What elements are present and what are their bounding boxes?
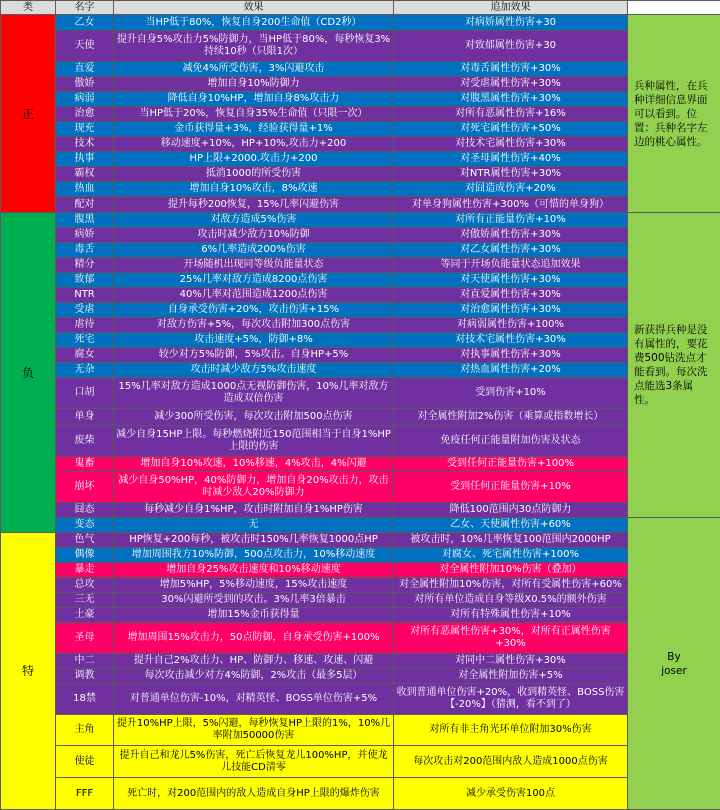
extra-effect-cell: 对执事属性伤害+30% — [394, 348, 628, 363]
attribute-name: 受虐 — [56, 303, 114, 318]
extra-effect-cell: 对所有恶属性伤害+30%，对所有正属性伤害+30% — [394, 623, 628, 654]
header-row — [1, 1, 720, 15]
effect-cell: 自身承受伤害+20%，攻击伤害+15% — [114, 303, 394, 318]
effect-cell: 30%闪避所受到的攻击。3%几率3倍暴击 — [114, 593, 394, 608]
extra-effect-cell: 对腐女、死宅属性伤害+100% — [394, 548, 628, 563]
table-row — [1, 684, 720, 715]
effect-cell: 死亡时，对200范围内的敌人造成自身HP上限的爆炸伤害 — [114, 778, 394, 810]
table-row — [1, 548, 720, 563]
effect-cell: 40%几率对范围造成1200点伤害 — [114, 288, 394, 303]
effect-cell: 金币获得量+3%，经验获得量+1% — [114, 122, 394, 137]
attribute-name: 技术 — [56, 137, 114, 152]
table-row — [1, 167, 720, 182]
attribute-name: 主角 — [56, 715, 114, 746]
extra-effect-cell: 对腹黑属性伤害+30% — [394, 92, 628, 107]
table-row — [1, 213, 720, 228]
table-row — [1, 31, 720, 62]
extra-effect-cell: 对单身狗属性伤害+300%（可惜的单身狗） — [394, 197, 628, 213]
attribute-name: 无杂 — [56, 363, 114, 378]
attribute-name: 虐待 — [56, 318, 114, 333]
extra-effect-cell: 等同于开场负能量状态追加效果 — [394, 258, 628, 273]
attribute-name: 精分 — [56, 258, 114, 273]
table-row — [1, 426, 720, 457]
attribute-name: 鬼畜 — [56, 457, 114, 472]
effect-cell: 每次攻击减少对方4%防御，2%攻击（最多5层） — [114, 669, 394, 684]
extra-effect-cell: 对技术宅属性伤害+30% — [394, 137, 628, 152]
extra-effect-cell: 减少承受伤害100点 — [394, 778, 628, 810]
attribute-name: 乙女 — [56, 15, 114, 31]
extra-effect-cell: 对致郁属性伤害+30 — [394, 31, 628, 62]
attribute-name: 土豪 — [56, 608, 114, 623]
attribute-name: 使徒 — [56, 746, 114, 778]
table-row — [1, 608, 720, 623]
table-row — [1, 533, 720, 548]
attribute-name: 天使 — [56, 31, 114, 62]
attribute-name: 色气 — [56, 533, 114, 548]
attribute-name: 变态 — [56, 518, 114, 533]
table-row — [1, 15, 720, 31]
extra-effect-cell: 被攻击时，10%几率恢复100范围内2000HP — [394, 533, 628, 548]
extra-effect-cell: 对NTR属性伤害+30% — [394, 167, 628, 182]
attribute-name: 傲娇 — [56, 77, 114, 92]
extra-effect-cell: 每次攻击对200范围内敌人造成1000点伤害 — [394, 746, 628, 778]
effect-cell: 对敌方造成5%伤害 — [114, 213, 394, 228]
extra-effect-cell: 对所有特殊属性伤害+10% — [394, 608, 628, 623]
header-category: 类 — [1, 1, 56, 15]
header-name: 名字 — [56, 1, 114, 15]
effect-cell: 增加5%HP，5%移动速度，15%攻击速度 — [114, 578, 394, 593]
effect-cell: 提升自己和龙儿5%伤害，死亡后恢复龙儿100%HP，并使龙儿技能CD清零 — [114, 746, 394, 778]
extra-effect-cell: 对死宅属性伤害+50% — [394, 122, 628, 137]
table-row — [1, 182, 720, 197]
table-row — [1, 623, 720, 654]
table-row — [1, 92, 720, 107]
attribute-name: 崩坏 — [56, 472, 114, 503]
effect-cell: HP上限+2000.攻击力+200 — [114, 152, 394, 167]
effect-cell: 开场随机出现同等级负能量状态 — [114, 258, 394, 273]
attribute-name: 调教 — [56, 669, 114, 684]
attribute-name: 口胡 — [56, 378, 114, 409]
table-row — [1, 152, 720, 167]
extra-effect-cell: 对圣母属性伤害+40% — [394, 152, 628, 167]
effect-cell: 减少自身50%HP，40%防御力，增加自身20%攻击力，攻击时减少敌人20%防御力 — [114, 472, 394, 503]
extra-effect-cell: 对毒舌属性伤害+30% — [394, 62, 628, 77]
table-row — [1, 778, 720, 810]
extra-effect-cell: 对治愈属性伤害+30% — [394, 303, 628, 318]
category-cell: 正 — [1, 15, 56, 213]
attribute-name: 致郁 — [56, 273, 114, 288]
category-cell: 负 — [1, 213, 56, 533]
attribute-name: 现充 — [56, 122, 114, 137]
effect-cell: 攻击时减少敌方5%攻击速度 — [114, 363, 394, 378]
extra-effect-cell: 对受虐属性伤害+30% — [394, 77, 628, 92]
effect-cell: 增加自身25%攻击速度和10%移动速度 — [114, 563, 394, 578]
table-row — [1, 348, 720, 363]
table-row — [1, 137, 720, 152]
table-row — [1, 77, 720, 92]
effect-cell: 15%几率对敌方造成1000点无视防御伤害，10%几率对敌方造成双倍伤害 — [114, 378, 394, 409]
extra-effect-cell: 对热血属性伤害+20% — [394, 363, 628, 378]
extra-effect-cell: 对病娇属性伤害+30 — [394, 15, 628, 31]
effect-cell: 抵消1000的所受伤害 — [114, 167, 394, 182]
attribute-name: 总攻 — [56, 578, 114, 593]
extra-effect-cell: 对所有正能量伤害+10% — [394, 213, 628, 228]
attribute-name: 治愈 — [56, 107, 114, 122]
attribute-name: 病弱 — [56, 92, 114, 107]
table-row — [1, 578, 720, 593]
extra-effect-cell: 对天使属性伤害+30% — [394, 273, 628, 288]
attribute-name: FFF — [56, 778, 114, 810]
attribute-name: 热血 — [56, 182, 114, 197]
table-row — [1, 288, 720, 303]
extra-effect-cell: 受到任何正能量伤害+10% — [394, 472, 628, 503]
extra-effect-cell: 对同中二属性伤害+30% — [394, 654, 628, 669]
effect-cell: 每秒减少自身1%HP，攻击时附加自身1%HP伤害 — [114, 503, 394, 518]
attribute-name: 腐女 — [56, 348, 114, 363]
extra-effect-cell: 对所有恶属性伤害+16% — [394, 107, 628, 122]
attribute-name: 废柴 — [56, 426, 114, 457]
side-note: 兵种属性，在兵种详细信息界面可以看到。位置：兵种名字左边的桃心属性。 — [628, 15, 720, 213]
effect-cell: 增加周围我方10%防御，500点攻击力，10%移动速度 — [114, 548, 394, 563]
effect-cell: 对敌方伤害+5%，每次攻击附加300点伤害 — [114, 318, 394, 333]
effect-cell: 25%几率对敌方造成8200点伤害 — [114, 273, 394, 288]
attribute-name: 直爱 — [56, 62, 114, 77]
table-row — [1, 409, 720, 426]
extra-effect-cell: 免疫任何正能量附加伤害及状态 — [394, 426, 628, 457]
table-row — [1, 197, 720, 213]
attribute-name: 圣母 — [56, 623, 114, 654]
table-row — [1, 303, 720, 318]
table-row — [1, 258, 720, 273]
extra-effect-cell: 对全属性附加10%伤害，对所有受属性伤害+60% — [394, 578, 628, 593]
effect-cell: 增加周围15%攻击力，50点防御，自身承受伤害+100% — [114, 623, 394, 654]
extra-effect-cell: 对直爱属性伤害+30% — [394, 288, 628, 303]
extra-effect-cell: 对技术宅属性伤害+30% — [394, 333, 628, 348]
header-effect: 效果 — [114, 1, 394, 15]
table-row — [1, 333, 720, 348]
extra-effect-cell: 对所有单位造成自身等级X0.5%的额外伤害 — [394, 593, 628, 608]
effect-cell: 攻击时减少敌方10%防御 — [114, 228, 394, 243]
attribute-name: 执事 — [56, 152, 114, 167]
header-notes — [628, 1, 720, 15]
extra-effect-cell: 对所有非主角光环单位附加30%伤害 — [394, 715, 628, 746]
attribute-name: 三无 — [56, 593, 114, 608]
table-row — [1, 654, 720, 669]
table-row — [1, 122, 720, 137]
table-row — [1, 669, 720, 684]
table-row — [1, 273, 720, 288]
effect-cell: 增加自身10%防御力 — [114, 77, 394, 92]
extra-effect-cell: 对全属性附加伤害+5% — [394, 669, 628, 684]
effect-cell: 减少自身15HP上限。每秒燃烧附近150范围相当于自身1%HP上限的伤害 — [114, 426, 394, 457]
effect-cell: HP恢复+200每秒，被攻击时150%几率恢复1000点HP — [114, 533, 394, 548]
category-cell: 特 — [1, 533, 56, 810]
extra-effect-cell: 对全属性附加10%伤害（叠加） — [394, 563, 628, 578]
attribute-name: 死宅 — [56, 333, 114, 348]
effect-cell: 6%几率造成200%伤害 — [114, 243, 394, 258]
table-row — [1, 472, 720, 503]
table-row — [1, 363, 720, 378]
effect-cell: 减免4%所受伤害，3%闪避攻击 — [114, 62, 394, 77]
attribute-name: 配对 — [56, 197, 114, 213]
effect-cell: 无 — [114, 518, 394, 533]
attribute-name: 毒舌 — [56, 243, 114, 258]
attribute-name: 中二 — [56, 654, 114, 669]
effect-cell: 降低自身10%HP，增加自身8%攻击力 — [114, 92, 394, 107]
table-row — [1, 518, 720, 533]
attribute-name: 囧态 — [56, 503, 114, 518]
table-body — [1, 15, 720, 810]
effect-cell: 增加自身10%攻击，8%攻速 — [114, 182, 394, 197]
attribute-name: 腹黑 — [56, 213, 114, 228]
table-row — [1, 715, 720, 746]
attribute-name: 偶像 — [56, 548, 114, 563]
effect-cell: 增加15%金币获得量 — [114, 608, 394, 623]
effect-cell: 提升每秒200恢复，15%几率闪避伤害 — [114, 197, 394, 213]
table-row — [1, 107, 720, 122]
effect-cell: 减少300所受伤害，每次攻击附加500点伤害 — [114, 409, 394, 426]
effect-cell: 当HP低于20%，恢复自身35%生命值（只限一次） — [114, 107, 394, 122]
effect-cell: 当HP低于80%，恢复自身200生命值（CD2秒） — [114, 15, 394, 31]
effect-cell: 较少对方5%防御，5%攻击。自身HP+5% — [114, 348, 394, 363]
table-row — [1, 228, 720, 243]
attribute-name: 霸权 — [56, 167, 114, 182]
attribute-name: 病娇 — [56, 228, 114, 243]
extra-effect-cell: 收到普通单位伤害+20%，收到精英怪、BOSS伤害【-20%】（猜测，看不到了） — [394, 684, 628, 715]
effect-cell: 移动速度+10%，HP+10%,攻击力+200 — [114, 137, 394, 152]
table-row — [1, 746, 720, 778]
effect-cell: 对普通单位伤害-10%，对精英怪、BOSS单位伤害+5% — [114, 684, 394, 715]
extra-effect-cell: 对傲娇属性伤害+30% — [394, 228, 628, 243]
extra-effect-cell: 降低100范围内30点防御力 — [394, 503, 628, 518]
table-row — [1, 457, 720, 472]
extra-effect-cell: 对乙女属性伤害+30% — [394, 243, 628, 258]
table-row — [1, 62, 720, 77]
attribute-name: 单身 — [56, 409, 114, 426]
extra-effect-cell: 受到伤害+10% — [394, 378, 628, 409]
extra-effect-cell: 受到任何正能量伤害+100% — [394, 457, 628, 472]
header-extra-effect: 追加效果 — [394, 1, 628, 15]
extra-effect-cell: 对囧造成伤害+20% — [394, 182, 628, 197]
table-row — [1, 318, 720, 333]
table-row — [1, 243, 720, 258]
effect-cell: 增加自身10%攻速，10%移速，4%攻击，4%闪避 — [114, 457, 394, 472]
effect-cell: 提升自身5%攻击力5%防御力，当HP低于80%，每秒恢复3%持续10秒（只限1次） — [114, 31, 394, 62]
effect-cell: 攻击速度+5%，防御+8% — [114, 333, 394, 348]
extra-effect-cell: 对全属性附加2%伤害（乘算或指数增长） — [394, 409, 628, 426]
effect-cell: 提升10%HP上限，5%闪避，每秒恢复HP上限的1%，10%几率附加50000伤害 — [114, 715, 394, 746]
attribute-name: NTR — [56, 288, 114, 303]
extra-effect-cell: 对病弱属性伤害+100% — [394, 318, 628, 333]
extra-effect-cell: 乙女、天使属性伤害+60% — [394, 518, 628, 533]
table-row — [1, 378, 720, 409]
table-row — [1, 503, 720, 518]
attribute-name: 暴走 — [56, 563, 114, 578]
effect-cell: 提升自己2%攻击力、HP、防御力、移速、攻速、闪避 — [114, 654, 394, 669]
attribute-name: 18禁 — [56, 684, 114, 715]
table-row — [1, 593, 720, 608]
author-credit: By joser — [628, 518, 720, 810]
table-row — [1, 563, 720, 578]
side-note: 新获得兵种是没有属性的，要花费500钻洗点才能看到。每次洗点能选3条属性。 — [628, 213, 720, 518]
